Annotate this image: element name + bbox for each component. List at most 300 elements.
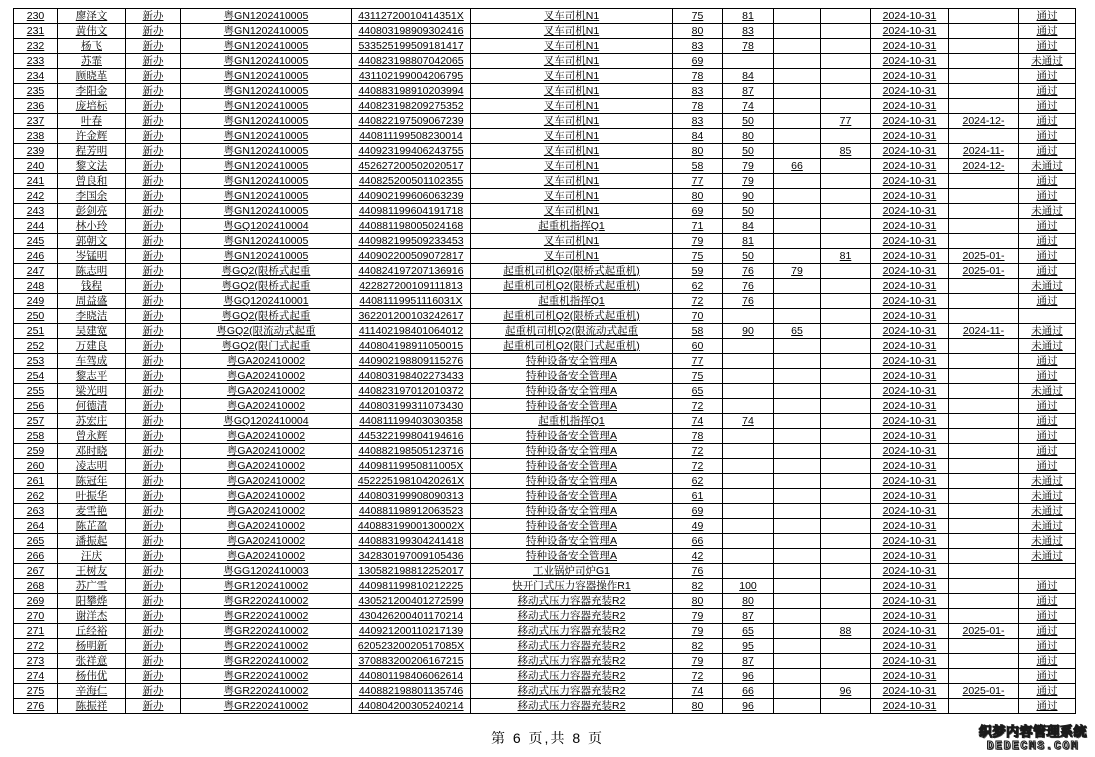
row-number-cell <box>14 159 58 174</box>
score-3-cell <box>774 369 821 384</box>
result-cell-text: 通过 <box>1036 580 1058 592</box>
row-number-cell-text: 268 <box>26 580 45 592</box>
id-number-cell-text: 445322199804194616 <box>358 430 464 442</box>
exam-date-cell <box>871 279 949 294</box>
result-cell <box>1019 564 1076 579</box>
row-number-cell <box>14 219 58 234</box>
exam-results-table <box>13 8 1076 714</box>
row-number-cell <box>14 354 58 369</box>
score-3-cell <box>774 399 821 414</box>
result-cell-text: 通过 <box>1036 460 1058 472</box>
exam-date-cell <box>871 54 949 69</box>
apply-type-cell <box>126 474 181 489</box>
result-cell-text: 通过 <box>1036 445 1058 457</box>
id-number-cell <box>352 54 471 69</box>
exam-subject-cell-text: 特种设备安全管理A <box>525 355 617 367</box>
id-number-cell <box>352 249 471 264</box>
id-number-cell <box>352 369 471 384</box>
result-cell <box>1019 219 1076 234</box>
retake-date-cell <box>949 609 1019 624</box>
apply-type-cell-text: 新办 <box>142 220 164 232</box>
apply-type-cell <box>126 669 181 684</box>
name-cell-text: 程芳明 <box>75 145 108 157</box>
exam-subject-cell-text: 叉车司机N1 <box>543 235 600 247</box>
result-cell-text: 通过 <box>1036 130 1058 142</box>
apply-type-cell <box>126 444 181 459</box>
cert-number-cell-text: 粤GA202410002 <box>226 520 306 532</box>
apply-type-cell-text: 新办 <box>142 10 164 22</box>
score-2-cell <box>723 639 774 654</box>
cert-number-cell-text: 粤GQ2(限桥式起重 <box>221 280 311 292</box>
retake-date-cell <box>949 654 1019 669</box>
exam-date-cell-text: 2024-10-31 <box>882 535 937 547</box>
name-cell-text: 梁光明 <box>75 385 108 397</box>
score-1-cell-text: 83 <box>691 40 704 52</box>
table-row <box>14 459 1076 474</box>
name-cell-text: 庞培标 <box>75 100 108 112</box>
cert-number-cell-text: 粤GN1202410005 <box>223 130 309 142</box>
score-1-cell <box>673 129 723 144</box>
exam-date-cell-text: 2024-10-31 <box>882 325 937 337</box>
name-cell-text: 陈冠年 <box>75 475 108 487</box>
score-1-cell-text: 80 <box>691 700 704 712</box>
retake-score-cell <box>821 669 871 684</box>
row-number-cell-text: 250 <box>26 310 45 322</box>
row-number-cell-text: 276 <box>26 700 45 712</box>
id-number-cell-text: 440811199403030358 <box>359 415 463 427</box>
result-cell <box>1019 609 1076 624</box>
name-cell-text: 叶振华 <box>75 490 108 502</box>
apply-type-cell <box>126 174 181 189</box>
retake-score-cell <box>821 564 871 579</box>
retake-score-cell <box>821 354 871 369</box>
id-number-cell <box>352 339 471 354</box>
retake-date-cell-text: 2024-12- <box>962 115 1005 127</box>
result-cell-text: 未通过 <box>1031 385 1063 397</box>
id-number-cell <box>352 624 471 639</box>
score-1-cell <box>673 174 723 189</box>
exam-subject-cell <box>471 249 673 264</box>
table-row <box>14 564 1076 579</box>
row-number-cell <box>14 324 58 339</box>
exam-date-cell-text: 2024-10-31 <box>882 310 937 322</box>
score-3-cell <box>774 39 821 54</box>
result-cell <box>1019 39 1076 54</box>
cert-number-cell <box>181 369 352 384</box>
score-2-cell-text: 84 <box>742 220 754 232</box>
retake-score-cell <box>821 174 871 189</box>
table-row <box>14 369 1076 384</box>
id-number-cell <box>352 264 471 279</box>
retake-score-cell <box>821 99 871 114</box>
row-number-cell-text: 238 <box>26 130 45 142</box>
row-number-cell <box>14 669 58 684</box>
score-3-cell <box>774 609 821 624</box>
score-1-cell-text: 42 <box>691 550 704 562</box>
id-number-cell <box>352 69 471 84</box>
table-row <box>14 549 1076 564</box>
table-row <box>14 309 1076 324</box>
cert-number-cell <box>181 609 352 624</box>
retake-date-cell <box>949 534 1019 549</box>
exam-subject-cell-text: 起重机司机Q2(限流动式起重 <box>504 325 638 337</box>
table-row <box>14 579 1076 594</box>
row-number-cell-text: 234 <box>26 70 45 82</box>
retake-date-cell <box>949 9 1019 24</box>
retake-score-cell <box>821 204 871 219</box>
score-3-cell <box>774 474 821 489</box>
exam-date-cell <box>871 129 949 144</box>
name-cell <box>58 24 126 39</box>
cert-number-cell <box>181 624 352 639</box>
score-2-cell <box>723 564 774 579</box>
name-cell-text: 吴建宽 <box>75 325 108 337</box>
row-number-cell-text: 272 <box>26 640 45 652</box>
id-number-cell-text: 43112720010414351X <box>358 10 464 22</box>
score-3-cell <box>774 144 821 159</box>
score-2-cell-text: 96 <box>742 700 754 712</box>
row-number-cell-text: 232 <box>26 40 45 52</box>
id-number-cell-text: 440825200501102355 <box>358 175 464 187</box>
id-number-cell-text: 440801198406062614 <box>358 670 464 682</box>
cert-number-cell <box>181 699 352 714</box>
exam-subject-cell <box>471 294 673 309</box>
apply-type-cell-text: 新办 <box>142 490 164 502</box>
exam-subject-cell <box>471 159 673 174</box>
retake-score-cell <box>821 84 871 99</box>
score-3-cell <box>774 114 821 129</box>
result-cell <box>1019 204 1076 219</box>
score-3-cell <box>774 414 821 429</box>
exam-date-cell <box>871 654 949 669</box>
exam-subject-cell <box>471 549 673 564</box>
apply-type-cell <box>126 54 181 69</box>
score-2-cell <box>723 624 774 639</box>
cert-number-cell-text: 粤GN1202410005 <box>223 250 309 262</box>
exam-subject-cell-text: 叉车司机N1 <box>543 55 600 67</box>
cert-number-cell <box>181 189 352 204</box>
exam-date-cell <box>871 294 949 309</box>
cert-number-cell-text: 粤GQ1202410004 <box>223 220 309 232</box>
id-number-cell-text: 44081119951116031X <box>359 295 463 307</box>
table-row <box>14 234 1076 249</box>
result-cell <box>1019 264 1076 279</box>
score-1-cell-text: 58 <box>691 325 704 337</box>
id-number-cell-text: 440824197207136916 <box>358 265 464 277</box>
id-number-cell-text: 440981199604191718 <box>358 205 464 217</box>
row-number-cell <box>14 534 58 549</box>
result-cell <box>1019 444 1076 459</box>
score-1-cell-text: 72 <box>691 670 704 682</box>
score-3-cell <box>774 9 821 24</box>
result-cell-text: 通过 <box>1036 625 1058 637</box>
id-number-cell-text: 440882198505123716 <box>358 445 464 457</box>
name-cell-text: 廖泽文 <box>75 10 108 22</box>
score-3-cell-text: 65 <box>791 325 803 337</box>
id-number-cell-text: 342830197009105436 <box>358 550 464 562</box>
result-cell-text: 通过 <box>1036 235 1058 247</box>
score-1-cell <box>673 549 723 564</box>
name-cell-text: 杨伟优 <box>75 670 108 682</box>
exam-date-cell-text: 2024-10-31 <box>882 355 937 367</box>
exam-date-cell-text: 2024-10-31 <box>882 40 937 52</box>
score-1-cell <box>673 699 723 714</box>
result-cell <box>1019 249 1076 264</box>
row-number-cell-text: 231 <box>26 25 45 37</box>
retake-score-cell <box>821 594 871 609</box>
exam-date-cell-text: 2024-10-31 <box>882 655 937 667</box>
score-1-cell-text: 75 <box>691 370 704 382</box>
retake-score-cell <box>821 129 871 144</box>
cert-number-cell <box>181 264 352 279</box>
name-cell-text: 陈芷盈 <box>75 520 108 532</box>
cert-number-cell-text: 粤GN1202410005 <box>223 205 309 217</box>
retake-date-cell <box>949 639 1019 654</box>
row-number-cell-text: 244 <box>26 220 45 232</box>
table-row <box>14 504 1076 519</box>
exam-date-cell-text: 2024-10-31 <box>882 565 937 577</box>
row-number-cell <box>14 294 58 309</box>
id-number-cell <box>352 279 471 294</box>
cert-number-cell <box>181 9 352 24</box>
cert-number-cell-text: 粤GA202410002 <box>226 355 306 367</box>
retake-score-cell <box>821 39 871 54</box>
score-1-cell-text: 83 <box>691 115 704 127</box>
apply-type-cell <box>126 129 181 144</box>
cert-number-cell-text: 粤GN1202410005 <box>223 235 309 247</box>
table-row <box>14 294 1076 309</box>
apply-type-cell-text: 新办 <box>142 535 164 547</box>
exam-date-cell-text: 2024-10-31 <box>882 415 937 427</box>
id-number-cell-text: 440902199606063239 <box>358 190 464 202</box>
retake-score-cell <box>821 339 871 354</box>
score-1-cell <box>673 414 723 429</box>
retake-score-cell <box>821 654 871 669</box>
id-number-cell-text: 430426200401170214 <box>358 610 464 622</box>
id-number-cell <box>352 444 471 459</box>
name-cell <box>58 114 126 129</box>
score-1-cell-text: 62 <box>691 475 704 487</box>
exam-subject-cell <box>471 399 673 414</box>
exam-subject-cell-text: 叉车司机N1 <box>543 205 600 217</box>
score-2-cell <box>723 24 774 39</box>
exam-subject-cell <box>471 594 673 609</box>
id-number-cell-text: 430521200401272599 <box>358 595 464 607</box>
id-number-cell-text: 533525199509181417 <box>358 40 464 52</box>
retake-score-cell <box>821 144 871 159</box>
score-1-cell <box>673 639 723 654</box>
cert-number-cell <box>181 639 352 654</box>
retake-score-cell <box>821 549 871 564</box>
name-cell-text: 苏广雪 <box>75 580 108 592</box>
id-number-cell-text: 440902198809115276 <box>358 355 464 367</box>
id-number-cell <box>352 39 471 54</box>
cert-number-cell <box>181 234 352 249</box>
exam-subject-cell-text: 特种设备安全管理A <box>525 370 617 382</box>
score-1-cell <box>673 684 723 699</box>
result-cell <box>1019 309 1076 324</box>
exam-date-cell <box>871 174 949 189</box>
result-cell <box>1019 324 1076 339</box>
result-cell-text: 通过 <box>1036 400 1058 412</box>
table-row <box>14 189 1076 204</box>
exam-subject-cell <box>471 684 673 699</box>
score-1-cell-text: 82 <box>691 580 704 592</box>
cert-number-cell-text: 粤GN1202410005 <box>223 115 309 127</box>
score-2-cell <box>723 699 774 714</box>
exam-date-cell <box>871 339 949 354</box>
score-3-cell <box>774 159 821 174</box>
name-cell <box>58 324 126 339</box>
exam-subject-cell <box>471 699 673 714</box>
score-2-cell-text: 74 <box>742 100 754 112</box>
name-cell-text: 万建良 <box>75 340 108 352</box>
exam-subject-cell-text: 移动式压力容器充装R2 <box>517 595 626 607</box>
score-3-cell <box>774 84 821 99</box>
score-3-cell <box>774 69 821 84</box>
score-2-cell <box>723 654 774 669</box>
exam-subject-cell-text: 快开门式压力容器操作R1 <box>512 580 631 592</box>
table-row <box>14 429 1076 444</box>
retake-date-cell <box>949 444 1019 459</box>
score-2-cell-text: 76 <box>742 295 754 307</box>
id-number-cell <box>352 324 471 339</box>
apply-type-cell-text: 新办 <box>142 280 164 292</box>
row-number-cell-text: 242 <box>26 190 45 202</box>
result-cell <box>1019 9 1076 24</box>
exam-date-cell-text: 2024-10-31 <box>882 190 937 202</box>
score-1-cell-text: 80 <box>691 25 704 37</box>
name-cell <box>58 504 126 519</box>
row-number-cell <box>14 684 58 699</box>
exam-subject-cell-text: 移动式压力容器充装R2 <box>517 685 626 697</box>
result-cell-text: 未通过 <box>1031 520 1063 532</box>
score-3-cell <box>774 549 821 564</box>
name-cell-text: 张祥意 <box>75 655 108 667</box>
exam-date-cell-text: 2024-10-31 <box>882 100 937 112</box>
apply-type-cell-text: 新办 <box>142 655 164 667</box>
exam-subject-cell <box>471 309 673 324</box>
score-2-cell-text: 87 <box>742 610 754 622</box>
exam-date-cell <box>871 249 949 264</box>
exam-subject-cell <box>471 489 673 504</box>
cert-number-cell <box>181 204 352 219</box>
retake-score-cell <box>821 309 871 324</box>
id-number-cell <box>352 399 471 414</box>
cert-number-cell-text: 粤GA202410002 <box>226 400 306 412</box>
cert-number-cell <box>181 24 352 39</box>
retake-date-cell <box>949 144 1019 159</box>
exam-subject-cell-text: 特种设备安全管理A <box>525 520 617 532</box>
result-cell <box>1019 669 1076 684</box>
retake-date-cell <box>949 39 1019 54</box>
score-1-cell <box>673 219 723 234</box>
apply-type-cell <box>126 519 181 534</box>
exam-date-cell-text: 2024-10-31 <box>882 220 937 232</box>
row-number-cell-text: 246 <box>26 250 45 262</box>
exam-subject-cell <box>471 54 673 69</box>
result-cell <box>1019 384 1076 399</box>
cert-number-cell-text: 粤GR2202410002 <box>223 670 309 682</box>
apply-type-cell <box>126 639 181 654</box>
score-1-cell-text: 80 <box>691 190 704 202</box>
apply-type-cell-text: 新办 <box>142 190 164 202</box>
cert-number-cell-text: 粤GQ1202410001 <box>223 295 309 307</box>
name-cell <box>58 549 126 564</box>
apply-type-cell-text: 新办 <box>142 115 164 127</box>
score-1-cell <box>673 384 723 399</box>
score-1-cell-text: 78 <box>691 70 704 82</box>
cert-number-cell-text: 粤GG1202410003 <box>223 565 309 577</box>
score-2-cell <box>723 144 774 159</box>
table-row <box>14 84 1076 99</box>
retake-score-cell <box>821 609 871 624</box>
result-cell <box>1019 699 1076 714</box>
result-cell <box>1019 294 1076 309</box>
id-number-cell <box>352 609 471 624</box>
apply-type-cell <box>126 594 181 609</box>
table-row <box>14 624 1076 639</box>
row-number-cell-text: 253 <box>26 355 45 367</box>
exam-subject-cell <box>471 339 673 354</box>
apply-type-cell <box>126 264 181 279</box>
id-number-cell-text: 130582198812252017 <box>358 565 464 577</box>
id-number-cell-text: 440823198807042065 <box>358 55 464 67</box>
result-cell-text: 通过 <box>1036 115 1058 127</box>
retake-date-cell <box>949 489 1019 504</box>
cert-number-cell-text: 粤GA202410002 <box>226 460 306 472</box>
cert-number-cell <box>181 549 352 564</box>
row-number-cell <box>14 384 58 399</box>
exam-date-cell-text: 2024-10-31 <box>882 295 937 307</box>
table-row <box>14 69 1076 84</box>
score-3-cell <box>774 234 821 249</box>
id-number-cell <box>352 189 471 204</box>
id-number-cell-text: 362201200103242617 <box>358 310 464 322</box>
retake-date-cell <box>949 549 1019 564</box>
cert-number-cell <box>181 174 352 189</box>
score-1-cell <box>673 189 723 204</box>
cert-number-cell-text: 粤GR2202410002 <box>223 685 309 697</box>
row-number-cell <box>14 579 58 594</box>
score-2-cell <box>723 294 774 309</box>
exam-date-cell <box>871 384 949 399</box>
row-number-cell-text: 265 <box>26 535 45 547</box>
table-row <box>14 204 1076 219</box>
row-number-cell-text: 239 <box>26 145 45 157</box>
cert-number-cell-text: 粤GR2202410002 <box>223 595 309 607</box>
table-row <box>14 264 1076 279</box>
score-3-cell <box>774 669 821 684</box>
score-3-cell <box>774 579 821 594</box>
apply-type-cell-text: 新办 <box>142 445 164 457</box>
score-2-cell <box>723 384 774 399</box>
score-1-cell <box>673 279 723 294</box>
result-cell-text: 通过 <box>1036 655 1058 667</box>
exam-date-cell-text: 2024-10-31 <box>882 625 937 637</box>
result-cell <box>1019 504 1076 519</box>
exam-date-cell-text: 2024-10-31 <box>882 580 937 592</box>
score-2-cell-text: 50 <box>742 205 754 217</box>
exam-date-cell-text: 2024-10-31 <box>882 445 937 457</box>
exam-subject-cell <box>471 324 673 339</box>
row-number-cell <box>14 249 58 264</box>
id-number-cell <box>352 669 471 684</box>
score-2-cell-text: 90 <box>742 325 754 337</box>
exam-date-cell-text: 2024-10-31 <box>882 280 937 292</box>
result-cell-text: 通过 <box>1036 670 1058 682</box>
cert-number-cell <box>181 399 352 414</box>
